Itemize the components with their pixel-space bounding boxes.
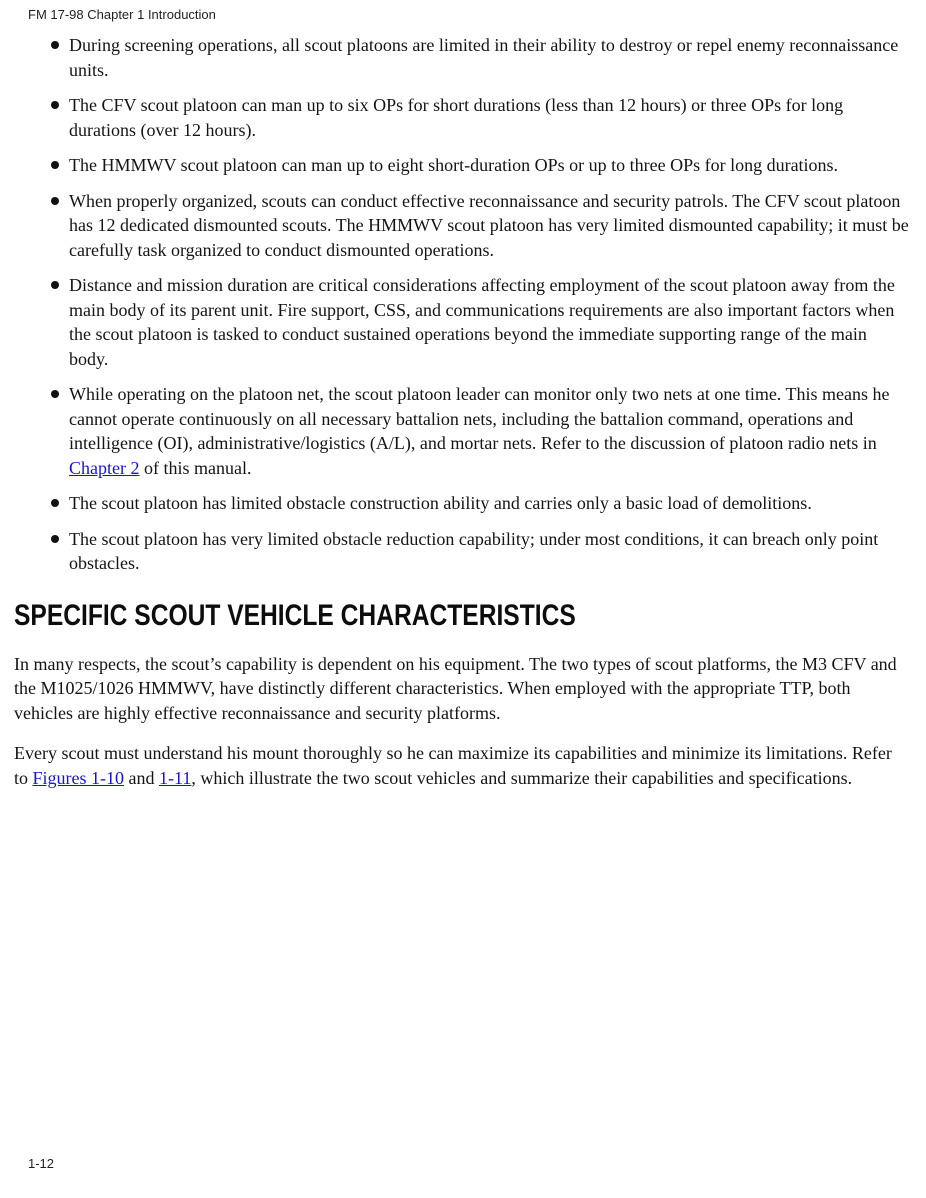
paragraph-text: and: [124, 767, 160, 788]
list-item: [14, 273, 910, 371]
body-paragraph: In many respects, the scout’s capability is dependent on his equipment. The two types of scout platforms, the M3 CFV and the M1025/1026 HMMWV, have distinctly different characteristics. When employed with the appropriate TTP, both vehicles are highly effective reconnaissance and security platforms.: [14, 653, 897, 723]
list-item: [14, 153, 910, 178]
bullet-icon: [51, 101, 59, 109]
body-paragraph: [14, 741, 910, 790]
chapter-2-link[interactable]: Chapter 2: [69, 457, 140, 478]
bullet-icon: [51, 281, 59, 289]
list-item-text: The HMMWV scout platoon can man up to eight short-duration OPs or up to three OPs for long durations.: [69, 155, 839, 175]
bullet-icon: [51, 390, 59, 398]
section-heading: SPECIFIC SCOUT VEHICLE CHARACTERISTICS: [14, 598, 576, 632]
list-item-text: During screening operations, all scout platoons are limited in their ability to destroy or repel enemy reconnaissance units.: [69, 35, 899, 80]
list-item-text: The CFV scout platoon can man up to six OPs for short durations (less than 12 hours) or three OPs for long durations (over 12 hours).: [69, 95, 844, 140]
paragraph-text: , which illustrate the two scout vehicles and summarize their capabilities and specifications.: [191, 767, 853, 788]
bullet-icon: [51, 161, 59, 169]
list-item: [14, 382, 910, 480]
bullet-icon: [51, 499, 59, 507]
breadcrumb: FM 17-98 Chapter 1 Introduction: [28, 7, 216, 22]
list-item: [14, 527, 910, 576]
list-item-text: While operating on the platoon net, the scout platoon leader can monitor only two nets at one time. This means he cannot operate continuously on all necessary battalion nets, including the battalion command, operations and intelligence (OI), administrative/logistics (A/L), and mortar nets. Refer to the discussion of platoon radio nets in: [69, 384, 890, 453]
list-item: [14, 93, 910, 142]
figures-1-10-link[interactable]: Figures 1-10: [32, 767, 125, 788]
bullet-icon: [51, 197, 59, 205]
list-item: [14, 33, 910, 82]
bullet-icon: [51, 535, 59, 543]
paragraph-text: Every scout must understand his mount thoroughly so he can maximize its capabilities and minimize its limitations. Refer to: [14, 743, 892, 788]
list-item: [14, 189, 910, 263]
bullet-icon: [51, 41, 59, 49]
list-item-text: Distance and mission duration are critical considerations affecting employment of the scout platoon away from the main body of its parent unit. Fire support, CSS, and communications requirements are also important factors when the scout platoon is tasked to conduct sustained operations beyond the immediate supporting range of the main body.: [69, 275, 895, 369]
list-item-text: of this manual.: [139, 457, 252, 478]
list-item-text: When properly organized, scouts can conduct effective reconnaissance and security patrols. The CFV scout platoon has 12 dedicated dismounted scouts. The HMMWV scout platoon has very limited dismounted capability; it must be carefully task organized to conduct dismounted operations.: [69, 190, 909, 260]
page-number: 1-12: [28, 1156, 55, 1171]
figure-1-11-link[interactable]: 1-11: [159, 767, 192, 788]
list-item-text: The scout platoon has limited obstacle construction ability and carries only a basic load of demolitions.: [69, 493, 812, 513]
bullet-list: [14, 33, 910, 576]
list-item-text: The scout platoon has very limited obstacle reduction capability; under most conditions, it can breach only point obstacles.: [69, 528, 879, 573]
list-item: [14, 491, 910, 516]
